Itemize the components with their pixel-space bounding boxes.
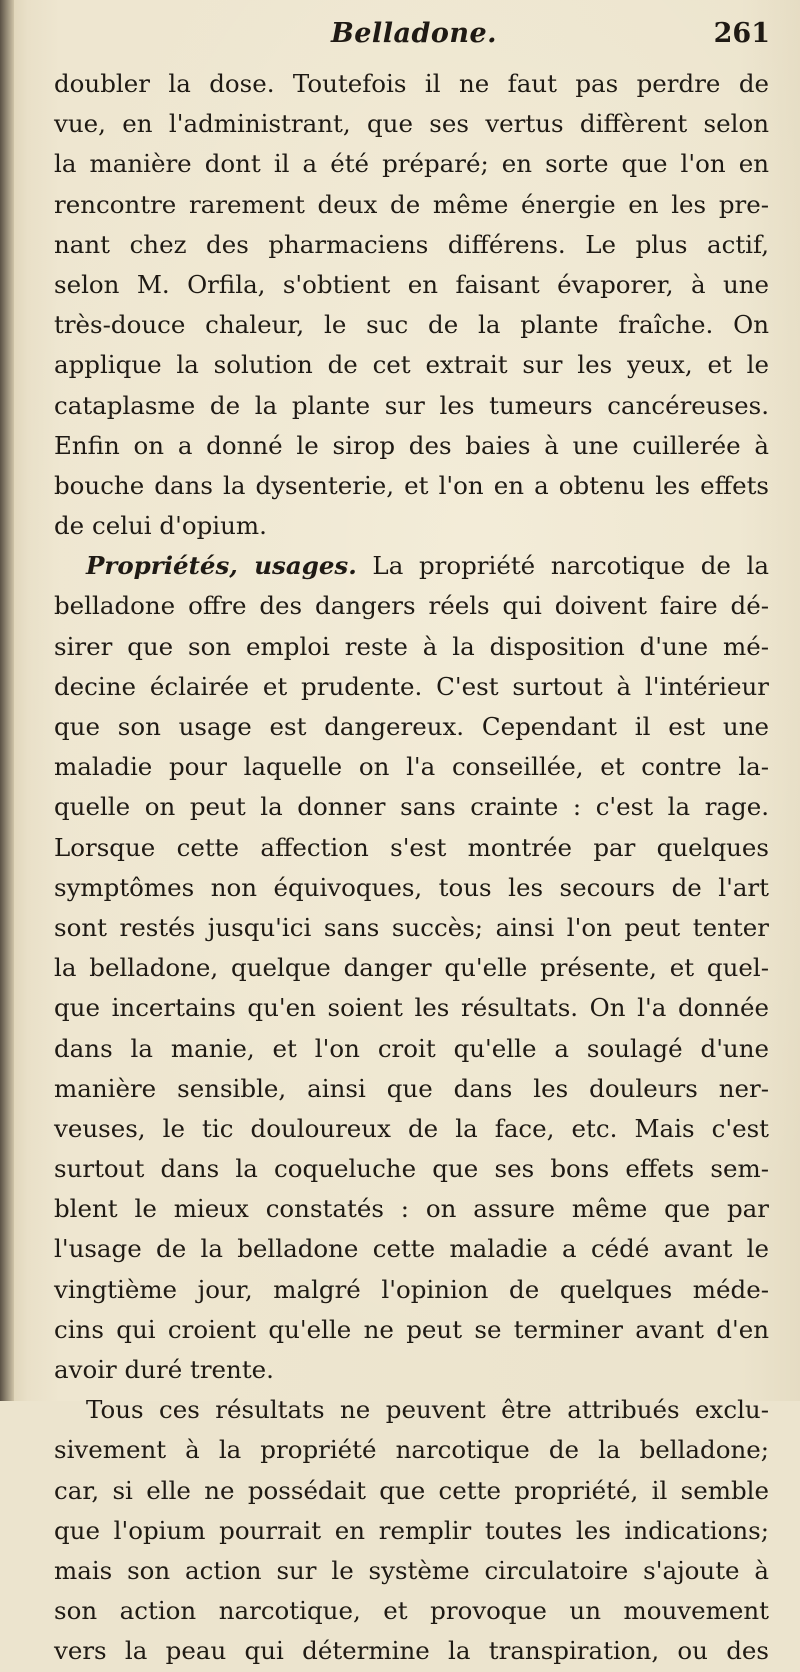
text-line: sivement à la propriété narcotique de la belladone;: [54, 1435, 769, 1465]
text-line: blent le mieux constatés : on assure même que par: [54, 1194, 769, 1224]
text-line: applique la solution de cet extrait sur les yeux, et le: [54, 350, 769, 380]
text-line: doubler la dose. Toutefois il ne faut pas perdre de: [54, 69, 769, 98]
page-binding-edge: [0, 0, 14, 1401]
text-line: que incertains qu'en soient les résultats. On l'a donnée: [54, 993, 769, 1023]
paragraph-first-line: [54, 546, 769, 586]
body-text: [54, 64, 769, 1672]
paragraph-first-line: Tous ces résultats ne peuvent être attribués exclu-: [86, 1395, 769, 1425]
text-line: avoir duré trente.: [54, 1355, 274, 1384]
text-line: dans la manie, et l'on croit qu'elle a soulagé d'une: [54, 1033, 769, 1063]
text-line: de celui d'opium.: [54, 511, 267, 541]
running-head: Belladone.: [330, 18, 498, 49]
text-line: vue, en l'administrant, que ses vertus diffèrent selon: [54, 109, 769, 139]
text-line: que son usage est dangereux. Cependant il est une: [54, 712, 769, 741]
text-line: maladie pour laquelle on l'a conseillée, et contre la-: [54, 752, 769, 782]
page-number: 261: [713, 18, 770, 49]
text-line: très-douce chaleur, le suc de la plante fraîche. On: [54, 310, 769, 340]
text-line: que l'opium pourrait en remplir toutes les indications;: [54, 1515, 769, 1545]
text-line: car, si elle ne possédait que cette propriété, il semble: [54, 1475, 769, 1505]
text-line: bouche dans la dysenterie, et l'on en a obtenu les effets: [54, 470, 769, 500]
text-line: vers la peau qui détermine la transpiration, ou des: [54, 1636, 769, 1666]
text-line: Enfin on a donné le sirop des baies à une cuillerée à: [54, 430, 769, 460]
text-line: rencontre rarement deux de même énergie en les pre-: [54, 189, 769, 219]
text-line: son action narcotique, et provoque un mouvement: [54, 1596, 769, 1626]
text-line: quelle on peut la donner sans crainte : c'est la rage.: [54, 792, 769, 822]
text-line: l'usage de la belladone cette maladie a cédé avant le: [54, 1234, 769, 1264]
page-header: [58, 16, 770, 60]
text-line: sirer que son emploi reste à la disposition d'une mé-: [54, 631, 769, 661]
text-line: nant chez des pharmaciens différens. Le plus actif,: [54, 229, 769, 259]
text-line: decine éclairée et prudente. C'est surtout à l'intérieur: [54, 671, 769, 701]
text-line: selon M. Orfila, s'obtient en faisant évaporer, à une: [54, 269, 769, 299]
text-line: cataplasme de la plante sur les tumeurs cancéreuses.: [54, 390, 769, 420]
section-heading: Propriétés, usages.: [86, 551, 357, 581]
text-line: la belladone, quelque danger qu'elle présente, et quel-: [54, 953, 769, 983]
text-line: manière sensible, ainsi que dans les douleurs ner-: [54, 1073, 769, 1103]
text-line: veuses, le tic douloureux de la face, etc. Mais c'est: [54, 1113, 769, 1143]
text-line: mais son action sur le système circulatoire s'ajoute à: [54, 1555, 769, 1585]
text-line: cins qui croient qu'elle ne peut se terminer avant d'en: [54, 1314, 769, 1344]
text-line: belladone offre des dangers réels qui doivent faire dé-: [54, 591, 769, 621]
text-run: La propriété narcotique de la: [356, 551, 769, 581]
text-line: symptômes non équivoques, tous les secours de l'art: [54, 872, 769, 902]
text-line: la manière dont il a été préparé; en sorte que l'on en: [54, 149, 769, 179]
text-line: sont restés jusqu'ici sans succès; ainsi l'on peut tenter: [54, 912, 769, 942]
text-line: Lorsque cette affection s'est montrée par quelques: [54, 832, 769, 862]
text-line: vingtième jour, malgré l'opinion de quelques méde-: [54, 1274, 769, 1304]
text-line: surtout dans la coqueluche que ses bons effets sem-: [54, 1154, 769, 1184]
